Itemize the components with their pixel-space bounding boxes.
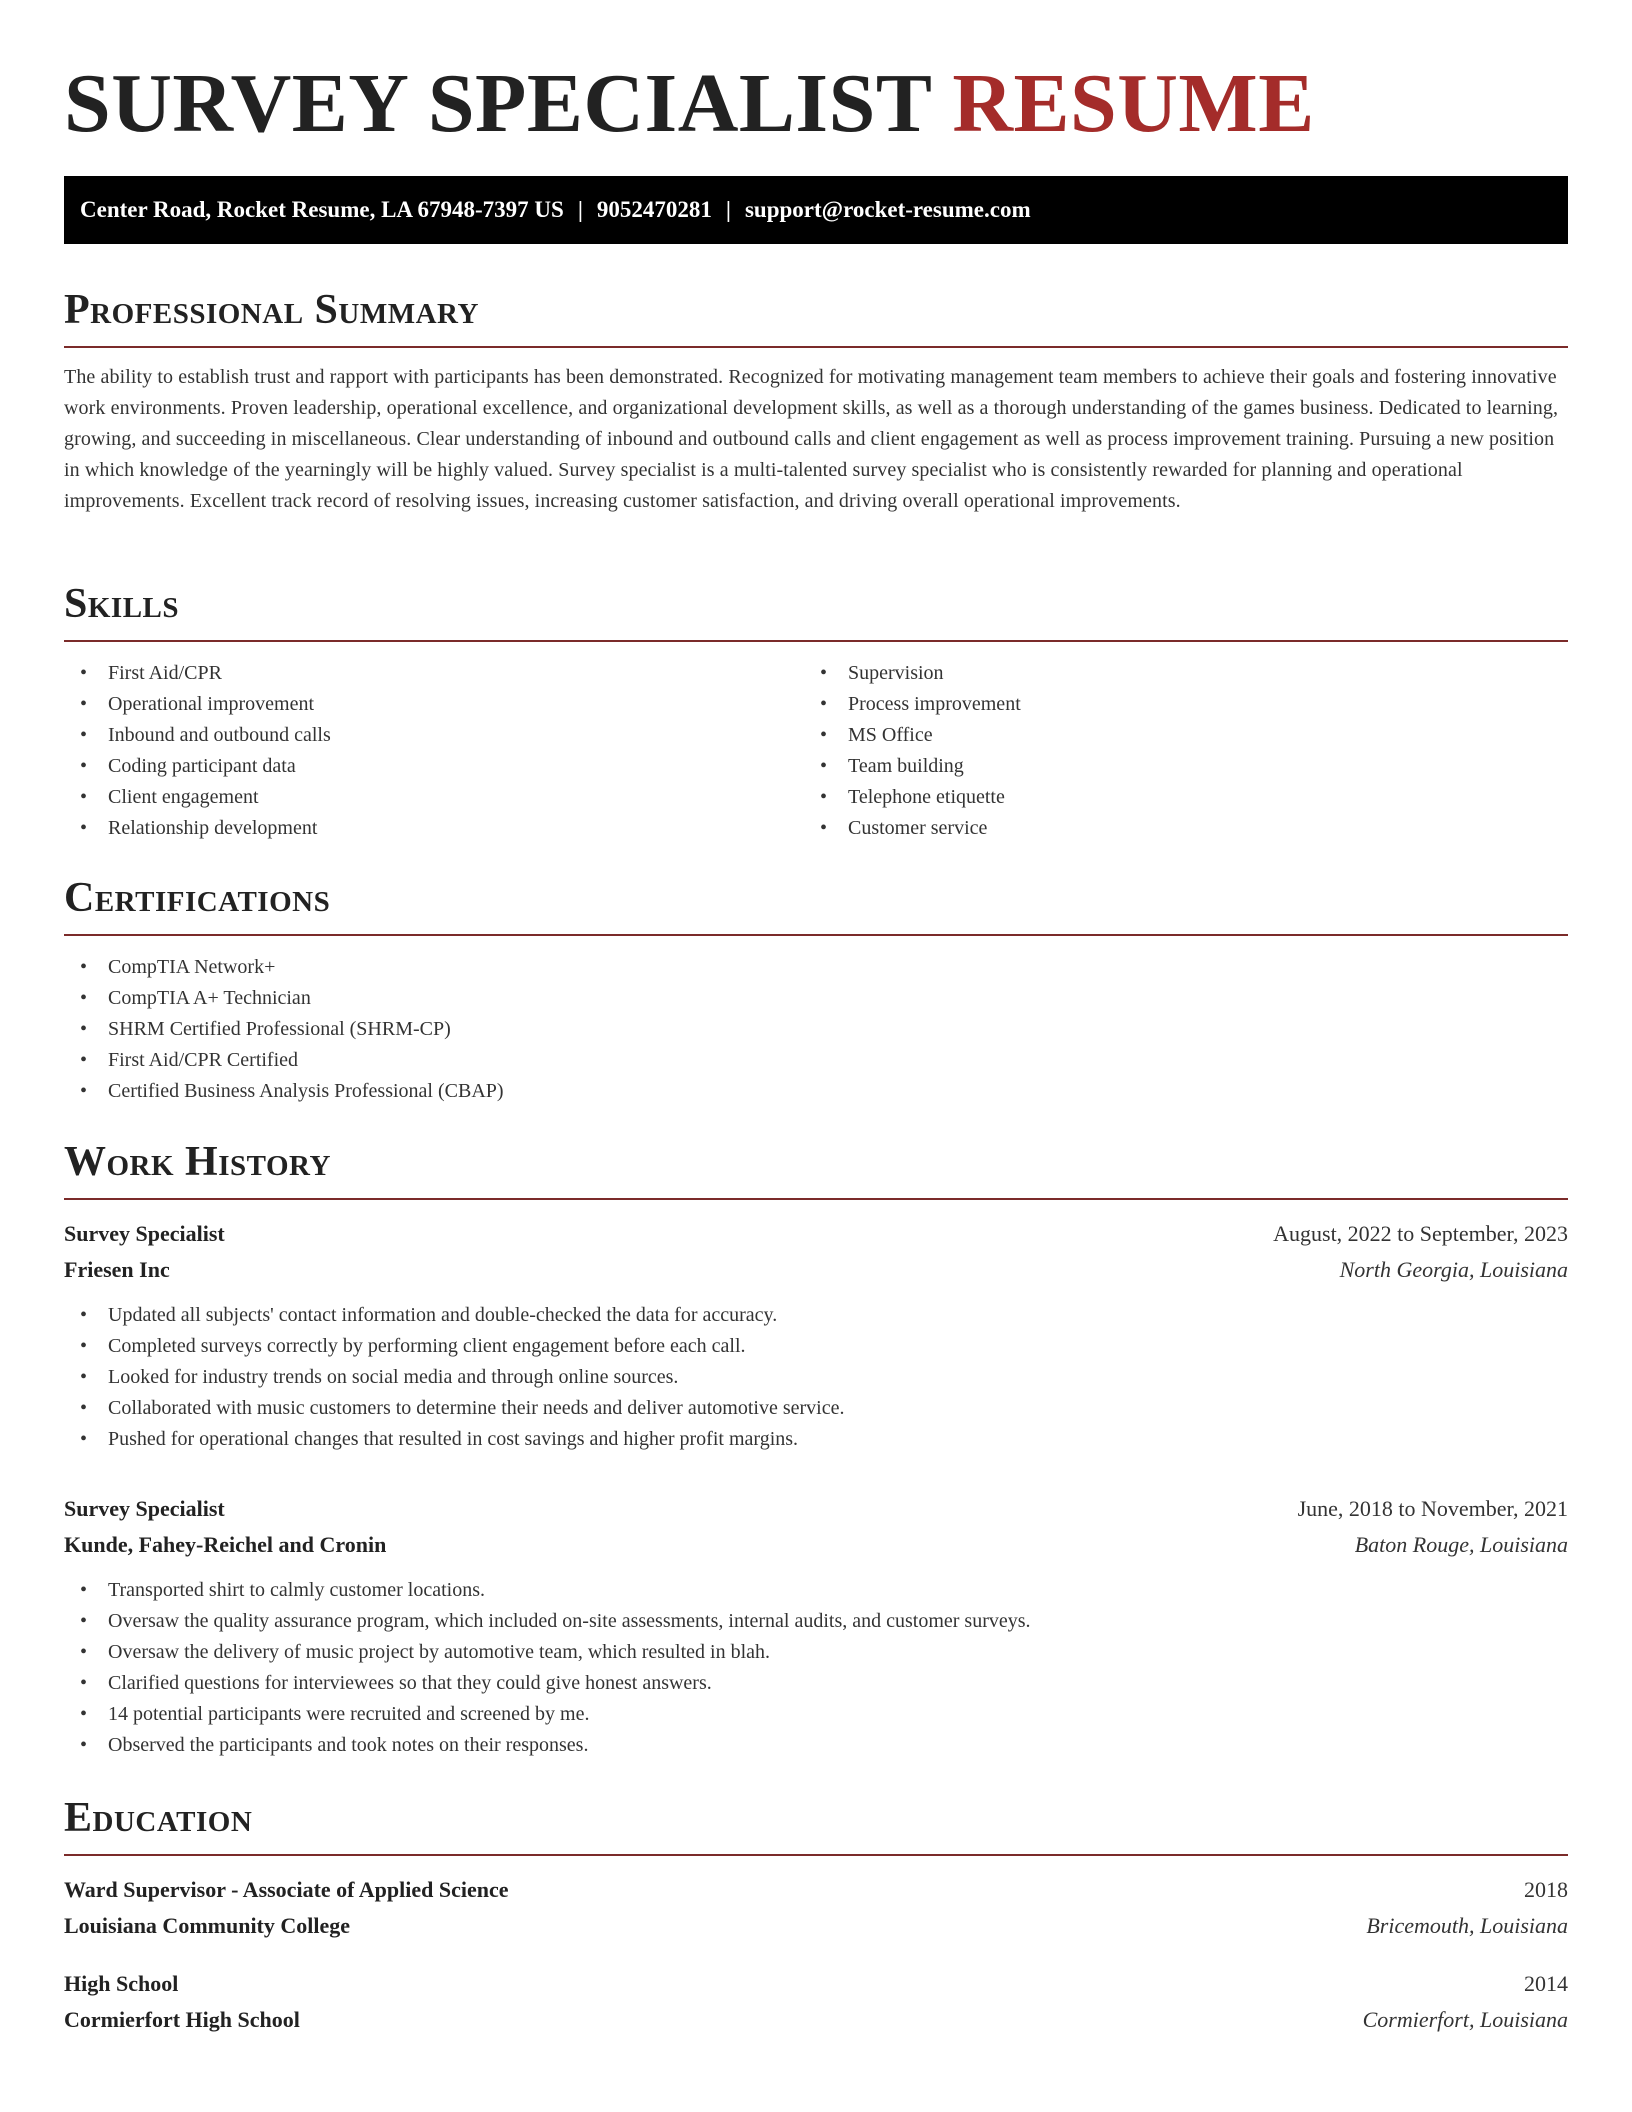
certification-item: • CompTIA A+ Technician (64, 983, 1568, 1014)
skill-item: • Customer service (804, 813, 1544, 844)
summary-section (64, 286, 1568, 517)
job-bullet: • Pushed for operational changes that resulted in cost savings and higher profit margins. (64, 1424, 1568, 1455)
education-year: 2018 (1524, 1877, 1568, 1902)
education-year: 2014 (1524, 1971, 1568, 1996)
contact-address: Center Road, Rocket Resume, LA 67948-7397 US (80, 197, 564, 222)
certification-item: • Certified Business Analysis Professional (CBAP) (64, 1076, 1568, 1107)
job-bullet: • Observed the participants and took notes on their responses. (64, 1730, 1568, 1761)
job-bullet: • Looked for industry trends on social media and through online sources. (64, 1362, 1568, 1393)
job-bullet: • Transported shirt to calmly customer locations. (64, 1575, 1568, 1606)
skill-item: • Inbound and outbound calls (64, 720, 804, 751)
summary-text: The ability to establish trust and rapport with participants has been demonstrated. Recognized for motivating management team members to achieve their goals and fostering innovative work environments. Proven leadership, operational excellence, and organizational development skills, as well as a thorough understanding of the games business. Dedicated to learning, growing, and succeeding in miscellaneous. Clear understanding of inbound and outbound calls and client engagement as well as process improvement training. Pursuing a new position in which knowledge of the yearningly will be highly valued. Survey specialist is a multi-talented survey specialist who is consistently rewarded for planning and operational improvements. Excellent track record of resolving issues, increasing customer satisfaction, and driving overall operational improvements. (64, 366, 1559, 512)
job-bullet: • 14 potential participants were recruited and screened by me. (64, 1699, 1568, 1730)
skill-item: • Team building (804, 751, 1544, 782)
job-bullets (64, 1300, 1568, 1455)
job-bullets (64, 1575, 1568, 1761)
skill-item: • Supervision (804, 658, 1544, 689)
job-location: Baton Rouge, Louisiana (1354, 1532, 1568, 1557)
job-entry (64, 1216, 1568, 1455)
certification-item: • First Aid/CPR Certified (64, 1045, 1568, 1076)
skills-list-left (64, 658, 804, 844)
education-degree: Ward Supervisor - Associate of Applied Science (64, 1877, 509, 1902)
contact-separator: | (725, 197, 731, 222)
title-accent: RESUME (952, 57, 1315, 150)
summary-heading: Professional Summary (64, 287, 479, 333)
section-divider (64, 1198, 1568, 1200)
resume-title (64, 56, 1315, 152)
education-degree: High School (64, 1971, 179, 1996)
work-history-heading: Work History (64, 1139, 331, 1185)
contact-email: support@rocket-resume.com (744, 197, 1031, 222)
skill-item: • MS Office (804, 720, 1544, 751)
job-bullet: • Updated all subjects' contact information and double-checked the data for accuracy. (64, 1300, 1568, 1331)
section-divider (64, 934, 1568, 936)
section-divider (64, 346, 1568, 348)
job-company: Friesen Inc (64, 1257, 170, 1282)
certifications-list (64, 952, 1568, 1107)
job-bullet: • Oversaw the quality assurance program, which included on-site assessments, internal audits, and customer surveys. (64, 1606, 1568, 1637)
job-bullet: • Completed surveys correctly by performing client engagement before each call. (64, 1331, 1568, 1362)
job-entry (64, 1491, 1568, 1761)
education-school: Cormierfort High School (64, 2007, 300, 2032)
education-entry (64, 1966, 1568, 2038)
skill-item: • Process improvement (804, 689, 1544, 720)
certifications-section (64, 874, 1568, 1107)
title-main: SURVEY SPECIALIST (64, 57, 931, 150)
skill-item: • Client engagement (64, 782, 804, 813)
job-bullet: • Collaborated with music customers to determine their needs and deliver automotive service. (64, 1393, 1568, 1424)
job-dates: June, 2018 to November, 2021 (1297, 1496, 1568, 1521)
contact-phone: 9052470281 (596, 197, 712, 222)
education-entry (64, 1872, 1568, 1944)
skill-item: • Telephone etiquette (804, 782, 1544, 813)
certification-item: • SHRM Certified Professional (SHRM-CP) (64, 1014, 1568, 1045)
education-location: Bricemouth, Louisiana (1366, 1913, 1568, 1938)
job-dates: August, 2022 to September, 2023 (1273, 1221, 1568, 1246)
skill-item: • Coding participant data (64, 751, 804, 782)
skills-list-right (804, 658, 1544, 844)
education-school: Louisiana Community College (64, 1913, 351, 1938)
skills-heading: Skills (64, 581, 180, 627)
job-location: North Georgia, Louisiana (1339, 1257, 1568, 1282)
skills-section (64, 580, 1568, 844)
education-section (64, 1794, 1568, 2038)
contact-separator: | (577, 197, 583, 222)
section-divider (64, 1854, 1568, 1856)
skill-item: • Relationship development (64, 813, 804, 844)
job-title: Survey Specialist (64, 1496, 225, 1521)
section-divider (64, 640, 1568, 642)
education-heading: Education (64, 1795, 253, 1841)
job-bullet: • Clarified questions for interviewees so that they could give honest answers. (64, 1668, 1568, 1699)
certification-item: • CompTIA Network+ (64, 952, 1568, 983)
job-company: Kunde, Fahey-Reichel and Cronin (64, 1532, 387, 1557)
certifications-heading: Certifications (64, 875, 331, 921)
contact-bar (64, 176, 1568, 244)
skill-item: • First Aid/CPR (64, 658, 804, 689)
job-title: Survey Specialist (64, 1221, 225, 1246)
job-bullet: • Oversaw the delivery of music project by automotive team, which resulted in blah. (64, 1637, 1568, 1668)
education-location: Cormierfort, Louisiana (1362, 2007, 1568, 2032)
skill-item: • Operational improvement (64, 689, 804, 720)
work-history-section (64, 1138, 1568, 1761)
